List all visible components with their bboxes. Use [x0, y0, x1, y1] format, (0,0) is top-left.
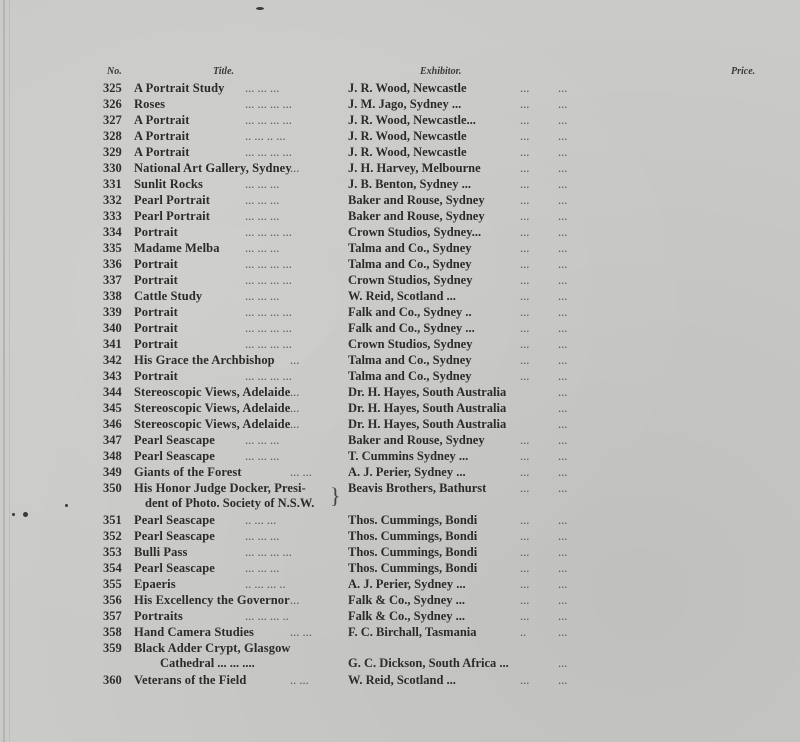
- catalogue-entry: [0, 208, 800, 224]
- header-title: Title.: [213, 66, 235, 77]
- trailing-leader-dots: ...: [520, 161, 530, 175]
- entry-exhibitor: A. J. Perier, Sydney ...: [348, 577, 466, 591]
- entry-number: 353: [103, 545, 122, 559]
- entry-exhibitor: J. B. Benton, Sydney ...: [348, 177, 471, 191]
- entry-exhibitor: Talma and Co., Sydney: [348, 241, 472, 255]
- title-leader-dots: .. ... ... ..: [245, 577, 286, 591]
- entry-number: 360: [103, 673, 122, 687]
- entry-title: His Honor Judge Docker, Presi-: [134, 481, 306, 495]
- entry-number: 325: [103, 81, 122, 95]
- entry-title: A Portrait: [134, 129, 190, 143]
- trailing-leader-dots: ...: [520, 177, 530, 191]
- title-leader-dots: ... ... ... ...: [245, 337, 292, 351]
- trailing-leader-dots: ...: [520, 561, 530, 575]
- trailing-leader-dots: ...: [558, 321, 568, 335]
- entry-exhibitor: Talma and Co., Sydney: [348, 369, 472, 383]
- title-leader-dots: ... ... ...: [245, 529, 280, 543]
- trailing-leader-dots: ...: [520, 209, 530, 223]
- entry-title: Epaeris: [134, 577, 176, 591]
- catalogue-entry: [0, 288, 800, 304]
- catalogue-entry: [0, 384, 800, 400]
- entry-title: Veterans of the Field: [134, 673, 247, 687]
- entry-exhibitor: G. C. Dickson, South Africa ...: [348, 656, 509, 670]
- title-leader-dots: ... ... ... ...: [245, 225, 292, 239]
- trailing-leader-dots: ...: [558, 561, 568, 575]
- entry-exhibitor: Falk & Co., Sydney ...: [348, 609, 466, 623]
- trailing-leader-dots: ...: [520, 673, 530, 687]
- entry-title: Pearl Seascape: [134, 433, 215, 447]
- entry-title: Pearl Seascape: [134, 449, 215, 463]
- catalogue-entry: [0, 272, 800, 288]
- title-leader-dots: ...: [290, 161, 300, 175]
- trailing-leader-dots: ...: [558, 513, 568, 527]
- trailing-leader-dots: ...: [558, 673, 568, 687]
- title-leader-dots: ...: [290, 401, 300, 415]
- trailing-leader-dots: ...: [520, 129, 530, 143]
- entry-exhibitor: J. R. Wood, Newcastle: [348, 129, 467, 143]
- entry-title: Pearl Portrait: [134, 193, 211, 207]
- entry-number: 326: [103, 97, 122, 111]
- title-leader-dots: ... ... ... ...: [245, 369, 292, 383]
- trailing-leader-dots: ...: [558, 385, 568, 399]
- entry-number: 349: [103, 465, 122, 479]
- trailing-leader-dots: ...: [558, 241, 568, 255]
- trailing-leader-dots: ...: [558, 81, 568, 95]
- entry-title: Pearl Seascape: [134, 561, 215, 575]
- catalogue-entry: [0, 640, 800, 672]
- trailing-leader-dots: ...: [558, 305, 568, 319]
- trailing-leader-dots: ...: [558, 369, 568, 383]
- trailing-leader-dots: ...: [520, 529, 530, 543]
- entry-title: Portraits: [134, 609, 183, 623]
- catalogue-entry: [0, 592, 800, 608]
- entry-title: Stereoscopic Views, Adelaide: [134, 385, 291, 399]
- catalogue-entry: [0, 528, 800, 544]
- title-leader-dots: ...: [290, 385, 300, 399]
- entry-number: 334: [103, 225, 122, 239]
- trailing-leader-dots: ...: [558, 656, 568, 670]
- trailing-leader-dots: ...: [520, 241, 530, 255]
- title-leader-dots: ... ... ... ...: [245, 273, 292, 287]
- trailing-leader-dots: ...: [520, 337, 530, 351]
- title-leader-dots: ... ... ...: [245, 561, 280, 575]
- title-leader-dots: ... ... ... ..: [245, 609, 289, 623]
- entry-title: A Portrait Study: [134, 81, 225, 95]
- title-leader-dots: ... ... ...: [245, 193, 280, 207]
- trailing-leader-dots: ...: [520, 353, 530, 367]
- catalogue-entry: [0, 128, 800, 144]
- entry-title: Portrait: [134, 305, 178, 319]
- entry-number: 350: [103, 481, 122, 495]
- entry-title: Bulli Pass: [134, 545, 188, 559]
- entry-exhibitor: Baker and Rouse, Sydney: [348, 193, 485, 207]
- catalogue-entry: [0, 560, 800, 576]
- title-leader-dots: ...: [290, 593, 300, 607]
- trailing-leader-dots: ...: [558, 481, 568, 495]
- entry-exhibitor: J. R. Wood, Newcastle: [348, 145, 467, 159]
- entry-number: 354: [103, 561, 122, 575]
- catalogue-entry: [0, 240, 800, 256]
- trailing-leader-dots: ...: [520, 81, 530, 95]
- catalogue-entry: [0, 448, 800, 464]
- trailing-leader-dots: ...: [520, 513, 530, 527]
- title-leader-dots: ... ... ... ...: [245, 145, 292, 159]
- trailing-leader-dots: ...: [520, 113, 530, 127]
- title-leader-dots: ... ... ...: [245, 241, 280, 255]
- trailing-leader-dots: ...: [558, 625, 568, 639]
- entry-number: 327: [103, 113, 122, 127]
- entry-title: Madame Melba: [134, 241, 220, 255]
- entry-exhibitor: Falk and Co., Sydney ...: [348, 321, 475, 335]
- trailing-leader-dots: ...: [558, 209, 568, 223]
- entry-title: Portrait: [134, 257, 178, 271]
- entry-number: 342: [103, 353, 122, 367]
- entry-number: 357: [103, 609, 122, 623]
- catalogue-entry: [0, 464, 800, 480]
- entry-number: 332: [103, 193, 122, 207]
- trailing-leader-dots: ...: [520, 577, 530, 591]
- catalogue-entry: [0, 432, 800, 448]
- entry-number: 328: [103, 129, 122, 143]
- entry-number: 341: [103, 337, 122, 351]
- entry-number: 340: [103, 321, 122, 335]
- trailing-leader-dots: ...: [558, 225, 568, 239]
- entry-exhibitor: Crown Studios, Sydney...: [348, 225, 482, 239]
- title-leader-dots: ... ... ...: [245, 81, 280, 95]
- bracket-glyph: }: [330, 483, 341, 508]
- trailing-leader-dots: ...: [558, 401, 568, 415]
- catalogue-entry: [0, 544, 800, 560]
- entry-exhibitor: J. H. Harvey, Melbourne: [348, 161, 481, 175]
- trailing-leader-dots: ...: [558, 193, 568, 207]
- trailing-leader-dots: ...: [520, 321, 530, 335]
- catalogue-entry: [0, 256, 800, 272]
- entry-title-continued: dent of Photo. Society of N.S.W.: [145, 496, 315, 510]
- entry-title: Roses: [134, 97, 166, 111]
- trailing-leader-dots: ...: [520, 97, 530, 111]
- entry-number: 338: [103, 289, 122, 303]
- entry-title: Portrait: [134, 273, 178, 287]
- trailing-leader-dots: ...: [520, 449, 530, 463]
- entry-title: Portrait: [134, 321, 178, 335]
- catalogue-entry: [0, 304, 800, 320]
- catalogue-entry: [0, 336, 800, 352]
- trailing-leader-dots: ...: [558, 145, 568, 159]
- trailing-leader-dots: ...: [558, 97, 568, 111]
- catalogue-entry: [0, 672, 800, 688]
- trailing-leader-dots: ...: [558, 593, 568, 607]
- title-leader-dots: ... ... ...: [245, 209, 280, 223]
- entry-exhibitor: Dr. H. Hayes, South Australia: [348, 401, 507, 415]
- entry-exhibitor: Thos. Cummings, Bondi: [348, 561, 478, 575]
- catalogue-entry: [0, 96, 800, 112]
- catalogue-entry: [0, 400, 800, 416]
- entry-exhibitor: A. J. Perier, Sydney ...: [348, 465, 466, 479]
- entry-exhibitor: Dr. H. Hayes, South Australia: [348, 385, 507, 399]
- catalogue-entry: [0, 144, 800, 160]
- catalogue-entry: [0, 192, 800, 208]
- entry-exhibitor: Falk & Co., Sydney ...: [348, 593, 466, 607]
- entry-title-continued: Cathedral ... ... ....: [160, 656, 255, 670]
- entry-title: Sunlit Rocks: [134, 177, 203, 191]
- trailing-leader-dots: ...: [558, 545, 568, 559]
- entry-exhibitor: Thos. Cummings, Bondi: [348, 513, 478, 527]
- catalogue-entry: [0, 608, 800, 624]
- entry-title: Stereoscopic Views, Adelaide: [134, 417, 291, 431]
- entry-exhibitor: J. R. Wood, Newcastle: [348, 81, 467, 95]
- header-exhibitor: Exhibitor.: [420, 66, 462, 77]
- title-leader-dots: ... ... ... ...: [245, 257, 292, 271]
- entry-number: 329: [103, 145, 122, 159]
- trailing-leader-dots: ...: [520, 593, 530, 607]
- column-headers: [0, 66, 800, 80]
- trailing-leader-dots: ...: [520, 145, 530, 159]
- entry-exhibitor: J. R. Wood, Newcastle...: [348, 113, 476, 127]
- entry-number: 339: [103, 305, 122, 319]
- catalogue-entry: [0, 416, 800, 432]
- entry-title: A Portrait: [134, 113, 190, 127]
- entry-number: 343: [103, 369, 122, 383]
- trailing-leader-dots: ...: [558, 177, 568, 191]
- title-leader-dots: ... ... ... ...: [245, 545, 292, 559]
- entry-number: 358: [103, 625, 122, 639]
- entry-number: 331: [103, 177, 122, 191]
- entry-number: 336: [103, 257, 122, 271]
- entry-exhibitor: Falk and Co., Sydney ..: [348, 305, 472, 319]
- entry-exhibitor: Baker and Rouse, Sydney: [348, 433, 485, 447]
- trailing-leader-dots: ..: [520, 625, 527, 639]
- ink-speck: [256, 7, 264, 10]
- entry-title: His Grace the Archbishop: [134, 353, 275, 367]
- catalogue-entry: [0, 352, 800, 368]
- entry-number: 346: [103, 417, 122, 431]
- trailing-leader-dots: ...: [558, 609, 568, 623]
- entry-title: Portrait: [134, 369, 178, 383]
- trailing-leader-dots: ...: [558, 433, 568, 447]
- trailing-leader-dots: ...: [520, 433, 530, 447]
- entry-number: 352: [103, 529, 122, 543]
- entry-title: Pearl Seascape: [134, 513, 215, 527]
- title-leader-dots: ... ...: [290, 625, 312, 639]
- entry-exhibitor: F. C. Birchall, Tasmania: [348, 625, 477, 639]
- trailing-leader-dots: ...: [520, 225, 530, 239]
- header-no: No.: [107, 66, 122, 77]
- title-leader-dots: ... ... ...: [245, 289, 280, 303]
- trailing-leader-dots: ...: [558, 449, 568, 463]
- trailing-leader-dots: ...: [558, 257, 568, 271]
- title-leader-dots: .. ... .. ...: [245, 129, 286, 143]
- trailing-leader-dots: ...: [558, 529, 568, 543]
- entry-title: Black Adder Crypt, Glasgow: [134, 641, 291, 655]
- entry-title: Stereoscopic Views, Adelaide: [134, 401, 291, 415]
- catalogue-entry: [0, 624, 800, 640]
- title-leader-dots: ... ...: [290, 465, 312, 479]
- trailing-leader-dots: ...: [558, 161, 568, 175]
- entry-exhibitor: Talma and Co., Sydney: [348, 353, 472, 367]
- catalogue-entry: [0, 320, 800, 336]
- trailing-leader-dots: ...: [520, 609, 530, 623]
- entry-exhibitor: Baker and Rouse, Sydney: [348, 209, 485, 223]
- entry-exhibitor: Crown Studios, Sydney: [348, 273, 473, 287]
- trailing-leader-dots: ...: [558, 113, 568, 127]
- entry-number: 330: [103, 161, 122, 175]
- trailing-leader-dots: ...: [520, 465, 530, 479]
- entry-number: 333: [103, 209, 122, 223]
- entry-title: Portrait: [134, 225, 178, 239]
- trailing-leader-dots: ...: [520, 481, 530, 495]
- entry-title: His Excellency the Governor: [134, 593, 290, 607]
- trailing-leader-dots: ...: [558, 337, 568, 351]
- trailing-leader-dots: ...: [520, 545, 530, 559]
- catalogue-entry: [0, 160, 800, 176]
- title-leader-dots: ... ... ... ...: [245, 113, 292, 127]
- title-leader-dots: .. ... ...: [245, 513, 277, 527]
- trailing-leader-dots: ...: [520, 193, 530, 207]
- trailing-leader-dots: ...: [558, 417, 568, 431]
- title-leader-dots: ...: [290, 417, 300, 431]
- title-leader-dots: ... ... ...: [245, 433, 280, 447]
- entry-title: A Portrait: [134, 145, 190, 159]
- trailing-leader-dots: ...: [558, 273, 568, 287]
- entry-title: Giants of the Forest: [134, 465, 242, 479]
- header-price: Price.: [731, 66, 756, 77]
- title-leader-dots: ... ... ... ...: [245, 321, 292, 335]
- title-leader-dots: ... ... ...: [245, 449, 280, 463]
- entry-number: 347: [103, 433, 122, 447]
- trailing-leader-dots: ...: [520, 273, 530, 287]
- entry-exhibitor: Crown Studios, Sydney: [348, 337, 473, 351]
- entry-title: Pearl Portrait: [134, 209, 211, 223]
- catalogue-entry: [0, 176, 800, 192]
- catalogue-entry: [0, 368, 800, 384]
- entry-number: 355: [103, 577, 122, 591]
- entry-number: 344: [103, 385, 122, 399]
- trailing-leader-dots: ...: [558, 577, 568, 591]
- trailing-leader-dots: ...: [558, 129, 568, 143]
- trailing-leader-dots: ...: [520, 369, 530, 383]
- entry-number: 337: [103, 273, 122, 287]
- trailing-leader-dots: ...: [520, 289, 530, 303]
- entry-number: 359: [103, 641, 122, 655]
- trailing-leader-dots: ...: [558, 465, 568, 479]
- catalogue-entry: [0, 512, 800, 528]
- entry-exhibitor: Dr. H. Hayes, South Australia: [348, 417, 507, 431]
- entry-number: 351: [103, 513, 122, 527]
- entry-exhibitor: W. Reid, Scotland ...: [348, 673, 456, 687]
- catalogue-entry: [0, 576, 800, 592]
- entry-title: Hand Camera Studies: [134, 625, 254, 639]
- entry-exhibitor: Beavis Brothers, Bathurst: [348, 481, 487, 495]
- catalogue-list: [0, 80, 800, 688]
- catalogue-entry: [0, 112, 800, 128]
- trailing-leader-dots: ...: [520, 257, 530, 271]
- catalogue-entry: [0, 224, 800, 240]
- catalogue-entry: [0, 480, 800, 512]
- trailing-leader-dots: ...: [558, 353, 568, 367]
- entry-number: 356: [103, 593, 122, 607]
- trailing-leader-dots: ...: [520, 305, 530, 319]
- entry-title: Portrait: [134, 337, 178, 351]
- title-leader-dots: .. ...: [290, 673, 309, 687]
- title-leader-dots: ... ... ... ...: [245, 305, 292, 319]
- entry-exhibitor: W. Reid, Scotland ...: [348, 289, 456, 303]
- entry-number: 348: [103, 449, 122, 463]
- catalogue-entry: [0, 80, 800, 96]
- title-leader-dots: ... ... ... ...: [245, 97, 292, 111]
- entry-exhibitor: T. Cummins Sydney ...: [348, 449, 469, 463]
- entry-exhibitor: Thos. Cummings, Bondi: [348, 545, 478, 559]
- title-leader-dots: ... ... ...: [245, 177, 280, 191]
- entry-title: Cattle Study: [134, 289, 203, 303]
- entry-number: 335: [103, 241, 122, 255]
- title-leader-dots: ...: [290, 353, 300, 367]
- entry-exhibitor: Talma and Co., Sydney: [348, 257, 472, 271]
- trailing-leader-dots: ...: [558, 289, 568, 303]
- entry-exhibitor: J. M. Jago, Sydney ...: [348, 97, 462, 111]
- entry-exhibitor: Thos. Cummings, Bondi: [348, 529, 478, 543]
- entry-title: Pearl Seascape: [134, 529, 215, 543]
- entry-title: National Art Gallery, Sydney: [134, 161, 292, 175]
- entry-number: 345: [103, 401, 122, 415]
